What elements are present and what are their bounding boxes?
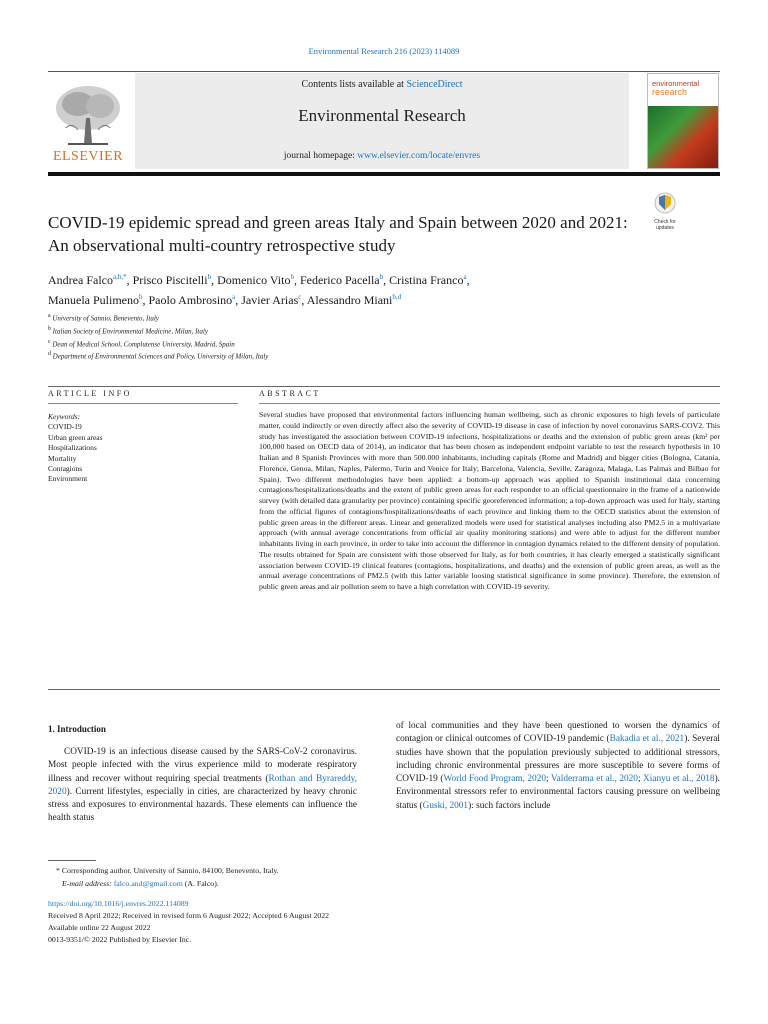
check-for-updates-icon	[650, 192, 680, 214]
intro-right-text-3: ). Environmental stressors refer to environmental factors causing pressure on wellbeing status (	[396, 774, 720, 811]
intro-right-text-4: ): such factors include	[468, 800, 551, 811]
citation-valderrama[interactable]: Valderrama et al., 2020	[550, 774, 638, 785]
copyright-line: 0013-9351/© 2022 Published by Elsevier Inc.	[48, 935, 192, 944]
affiliation-item	[48, 324, 648, 337]
abstract-text: Several studies have proposed that environmental factors influencing human wellbeing, such as chronic exposures to high levels of particulate matter, could indirectly or even directly affect also the severity of COVID-19 disease in case of infection by novel coronavirus SARS-COV2. This study has investigated the association between COVID-19 infections, hospitalizations or deaths and the extension of public green areas (km² per 100,000 based on OECD data of 2014), an indicator that has been chosen as independent endpoint variable to test the research hypothesis in 10 Italian and 8 Spanish Provinces with more than 500.000 inhabitants, including capitals (Rome and Madrid) and bigger cities (Bologna, Catania, Florence, Genoa, Milan, Naples, Palermo, Turin and Venice for Italy; Barcelona, Valencia, Seville, Zaragoza, Malaga, Las Palmas and Bilbao for Spain). Two different methodologies have been applied: a bottom-up approach was applied to Spanish institutional data concerning contagions/hospitalizations/deaths and the extent of public green areas for each responder to an official questionnaire in the frame of a nationwide survey (with detailed data granularity per province) containing specific georeferenced information; a top-down approach was used for Italy, starting from the official figures of contagions/hospitalizations/deaths of each province and linking them to the OECD statistics about the extension of public green areas in the different areas. Linear and generalized models were used for statistical analyses including also PM2.5 in a multivariate approach (with annual average concentrations from official air quality monitoring stations) and were able to adjust for the different number inhabitants living in each province, in order to take into account the difference in contagion dynamics related to the different density of population. The results obtained for Spain are consistent with those observed for Italy, as for both countries, it has clearly emerged a statistically significant association between COVID-19 clinical features (contagions, hospitalizations, and deaths) and the extension of public green areas, as well as the annual average concentrations of PM2.5 (with this latter variable loosing statistical significance in some province). Therefore, the extension of public green areas and air pollution seem to have a high correlation with COVID-19 severity.	[259, 410, 720, 591]
info-top-rule	[48, 386, 720, 387]
abstract-bottom-rule	[48, 689, 720, 690]
author-name[interactable]: Domenico Vito	[217, 273, 291, 287]
keyword-item: Urban green areas	[48, 432, 103, 442]
keywords-label: Keywords:	[48, 412, 81, 421]
citation-bakadia[interactable]: Bakadia et al., 2021	[609, 734, 685, 745]
citation-guski[interactable]: Guski, 2001	[422, 800, 469, 811]
keywords-list	[48, 422, 238, 484]
affiliation-list	[48, 311, 648, 362]
email-suffix: (A. Falco).	[182, 879, 219, 888]
author-affiliation-marker[interactable]: b,d	[392, 293, 402, 301]
available-online: Available online 22 August 2022	[48, 923, 151, 932]
author-affiliation-marker[interactable]: a,b,*	[112, 273, 127, 281]
affiliation-marker: a	[48, 313, 51, 319]
author-affiliation-marker[interactable]: a	[463, 273, 467, 281]
intro-left-text-1: COVID-19 is an infectious disease caused by the SARS-CoV-2 coronavirus. Most people infected with the virus experience mild to moderate respiratory illness and recover without requiring special treatments (	[48, 747, 357, 784]
affiliation-marker: b	[48, 325, 51, 332]
introduction-heading: 1. Introduction	[48, 724, 106, 734]
article-info-heading: ARTICLE INFO	[48, 389, 132, 398]
keyword-item: Hospitalizations	[48, 443, 97, 453]
author-affiliation-marker[interactable]: b	[290, 273, 294, 281]
citation-xianyu[interactable]: Xianyu et al., 2018	[643, 774, 715, 785]
cover-title-line-1: environmental	[652, 79, 700, 88]
author-name[interactable]: Alessandro Miani	[306, 293, 393, 307]
check-label-2: updates	[656, 225, 674, 231]
cover-title-line-2: research	[652, 86, 688, 97]
received-dates: Received 8 April 2022; Received in revised form 6 August 2022; Accepted 6 August 2022	[48, 911, 330, 920]
homepage-link[interactable]: www.elsevier.com/locate/envres	[357, 151, 481, 161]
footnote-rule	[48, 860, 96, 861]
author-name[interactable]: Javier Arias	[241, 293, 299, 307]
keyword-item: Contagions	[48, 464, 83, 474]
affiliation-marker: c	[48, 338, 51, 345]
info-sub-rule	[48, 403, 238, 404]
contents-line	[135, 79, 629, 90]
publisher-wordmark: ELSEVIER	[52, 149, 124, 164]
author-affiliation-marker[interactable]: b	[379, 273, 384, 281]
cover-title	[652, 80, 718, 97]
journal-cover[interactable]	[647, 73, 719, 169]
journal-homepage-line	[135, 151, 629, 161]
keyword-item: Mortality	[48, 453, 77, 463]
affiliation-marker: d	[48, 351, 51, 358]
keyword-item: Environment	[48, 474, 88, 484]
author-affiliation-marker[interactable]: a	[232, 293, 236, 301]
affiliation-item	[48, 349, 648, 362]
affiliation-text: Department of Environmental Sciences and Policy, University of Milan, Italy	[50, 352, 269, 361]
paper-title: COVID-19 epidemic spread and green areas Italy and Spain between 2020 and 2021: An observational multi-country retrospective study	[48, 213, 628, 255]
contents-prefix: Contents lists available at	[301, 79, 407, 90]
email-line	[62, 878, 482, 889]
cover-image	[648, 106, 719, 169]
citation-rothan[interactable]: Rothan and Byrareddy, 2020	[48, 773, 357, 797]
keywords-block	[48, 412, 238, 485]
affiliation-text: Dean of Medical School, Complutense University, Madrid, Spain	[50, 339, 235, 348]
homepage-prefix: journal homepage:	[283, 151, 358, 161]
email-label: E-mail address:	[62, 879, 114, 888]
author-affiliation-marker[interactable]: b	[207, 273, 212, 281]
affiliation-item	[48, 311, 648, 324]
affiliation-text: Italian Society of Environmental Medicine, Milan, Italy	[50, 327, 208, 336]
abstract-heading: ABSTRACT	[259, 389, 321, 398]
author-name[interactable]: Andrea Falco	[48, 273, 113, 287]
sciencedirect-link[interactable]: ScienceDirect	[406, 79, 463, 90]
keyword-item: COVID-19	[48, 422, 82, 432]
abstract-sub-rule	[259, 403, 720, 404]
intro-left-paragraph	[48, 746, 357, 826]
author-affiliation-marker[interactable]: c	[298, 293, 302, 301]
journal-citation[interactable]: Environmental Research 216 (2023) 114089	[308, 46, 460, 56]
author-affiliation-marker[interactable]: b	[138, 293, 143, 301]
doi-link[interactable]: https://doi.org/10.1016/j.envres.2022.114089	[48, 899, 189, 908]
author-list: Andrea Falco$^{a,b,*}$, Prisco Piscitelli$^b$, Domenico Vito$^b$, Federico Pacella$^b$, Cristina Franco$^a$, Manuela Pulimeno$^b$, Paolo Ambrosino$^a$, Javier Arias$^c$, Alessandro Miani$^{b,d}$	[48, 273, 470, 307]
intro-right-text-1: of local communities and they have been questioned to worsen the dynamics of contagion or clinical outcomes of COVID-19 pandemic (	[396, 721, 720, 745]
author-name[interactable]: Cristina Franco	[389, 273, 464, 287]
author-name[interactable]: Paolo Ambrosino	[148, 293, 233, 307]
citation-separator-1: ;	[546, 774, 551, 785]
author-name[interactable]: Prisco Piscitelli	[132, 273, 208, 287]
author-name[interactable]: Federico Pacella	[299, 273, 380, 287]
corresponding-author-note: * Corresponding author. University of Sannio, 84100, Benevento, Italy.	[56, 866, 279, 875]
journal-title: Environmental Research	[298, 106, 466, 125]
intro-right-paragraph	[396, 720, 720, 813]
affiliation-item	[48, 337, 648, 350]
header-top-rule	[48, 71, 720, 72]
header-bottom-rule	[48, 172, 720, 176]
author-name[interactable]: Manuela Pulimeno	[48, 293, 139, 307]
citation-wfp[interactable]: World Food Program, 2020	[443, 774, 546, 785]
intro-left-text-2: ). Current lifestyles, especially in cities, are characterized by heavy chronic stress and exposures to environmental hazards. These elements can influence the health status	[48, 786, 357, 824]
email-link[interactable]: falco.and@gmail.com	[113, 879, 183, 888]
check-label-1: Check for	[654, 219, 676, 225]
check-for-updates-badge[interactable]	[650, 192, 680, 231]
citation-separator-2: ;	[637, 774, 644, 785]
intro-right-text-2: ). Several studies have shown that the population previously subjected to additional stressors, including chronic environmental pressures are more susceptible to severe forms of COVID-19 (	[396, 734, 721, 785]
affiliation-text: University of Sannio, Benevento, Italy	[50, 314, 159, 323]
